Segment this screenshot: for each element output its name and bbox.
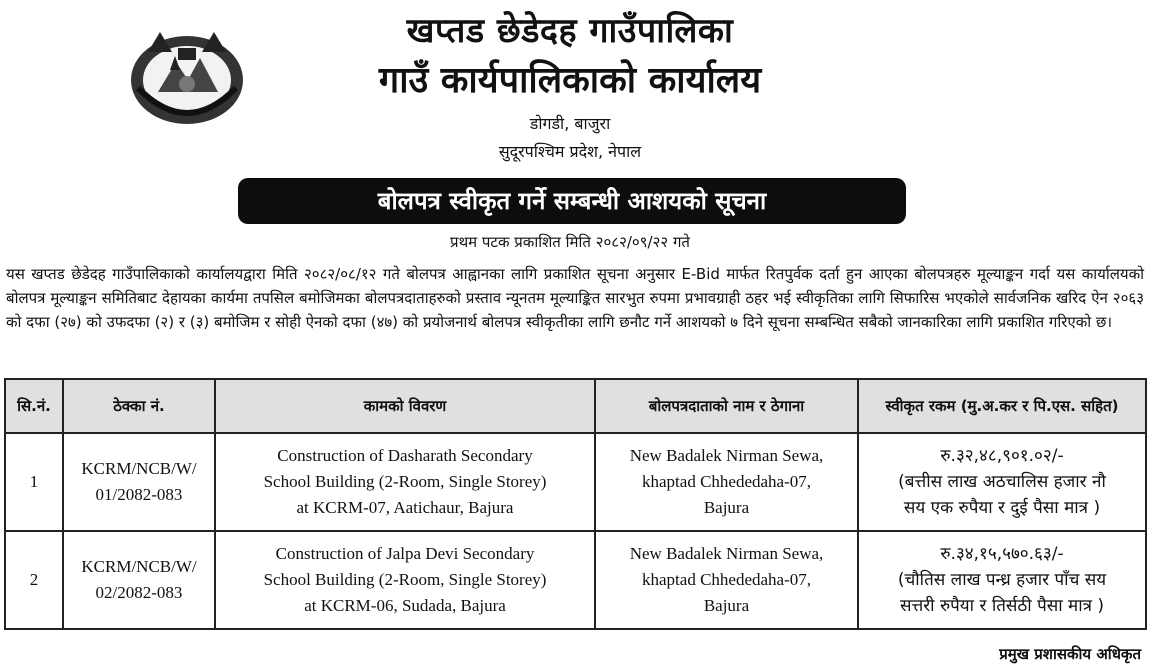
cell-sn: 1	[5, 433, 63, 531]
cell-amount: रु.३४,१५,५७०.६३/- (चौतिस लाख पन्ध्र हजार पाँच सय सत्तरी रुपैया र तिर्सठी पैसा मात्र )	[858, 531, 1146, 629]
nepal-government-emblem-icon	[128, 26, 246, 126]
publication-date: प्रथम पटक प्रकाशित मिति २०८२/०९/२२ गते	[450, 233, 690, 251]
address-line-2: सुदूरपश्चिम प्रदेश, नेपाल	[498, 142, 642, 161]
cell-amount: रु.३२,४८,९०१.०२/- (बत्तीस लाख अठचालिस हजार नौ सय एक रुपैया र दुई पैसा मात्र )	[858, 433, 1146, 531]
cell-work-description: Construction of Dasharath Secondary School Building (2-Room, Single Storey) at KCRM-07, Aatichaur, Bajura	[215, 433, 595, 531]
cell-bidder: New Badalek Nirman Sewa, khaptad Chhededaha-07, Bajura	[595, 433, 858, 531]
notice-title: बोलपत्र स्वीकृत गर्ने सम्बन्धी आशयको सूचना	[238, 178, 906, 224]
office-subtitle: गाउँ कार्यपालिकाको कार्यालय	[378, 60, 762, 101]
office-name: खप्तड छेडेदह गाउँपालिका	[406, 11, 734, 51]
header-work-description: कामको विवरण	[215, 379, 595, 433]
notice-body: यस खप्तड छेडेदह गाउँपालिकाको कार्यालयद्वारा मिति २०८२/०८/१२ गते बोलपत्र आह्वानका लागि प्रकाशित सूचना अनुसार E-Bid मार्फत रितपुर्वक दर्ता हुन आएका बोलपत्रहरु मूल्याङ्कन गर्दा यस कार्यालयको बोलपत्र मूल्याङ्कन समितिबाट देहायका कार्यमा तपसिल बमोजिमका बोलपत्रदाताहरुको प्रस्ताव न्यूनतम मूल्याङ्कित सारभुत रुपमा प्रभावग्राही ठहर भई स्वीकृतिका लागि सिफारिस भएकोले सार्वजनिक खरिद ऐन २०६३ को दफा (२७) को उफदफा (२) र (३) बमोजिम र सोही ऐनको दफा (४७) को प्रयोजनार्थ बोलपत्र स्वीकृतीका लागि छनौट गर्ने आशयको ७ दिने सूचना सम्बन्धित सबैको जानकारिका लागि प्रकाशित गरिएको छ।	[6, 265, 1144, 331]
cell-bidder: New Badalek Nirman Sewa, khaptad Chhededaha-07, Bajura	[595, 531, 858, 629]
header-contract-no: ठेक्का नं.	[63, 379, 215, 433]
address-line-1: डोगडी, बाजुरा	[529, 114, 611, 133]
contract-table	[4, 378, 1147, 630]
cell-work-description: Construction of Jalpa Devi Secondary School Building (2-Room, Single Storey) at KCRM-06, Sudada, Bajura	[215, 531, 595, 629]
cell-sn: 2	[5, 531, 63, 629]
table-row	[5, 531, 1146, 629]
header-amount: स्वीकृत रकम (मु.अ.कर र पि.एस. सहित)	[858, 379, 1146, 433]
header-sn: सि.नं.	[5, 379, 63, 433]
header-bidder: बोलपत्रदाताको नाम र ठेगाना	[595, 379, 858, 433]
table-row	[5, 433, 1146, 531]
signature-title: प्रमुख प्रशासकीय अधिकृत	[999, 645, 1141, 663]
cell-contract-no: KCRM/NCB/W/ 02/2082-083	[63, 531, 215, 629]
table-header-row	[5, 379, 1146, 433]
cell-contract-no: KCRM/NCB/W/ 01/2082-083	[63, 433, 215, 531]
